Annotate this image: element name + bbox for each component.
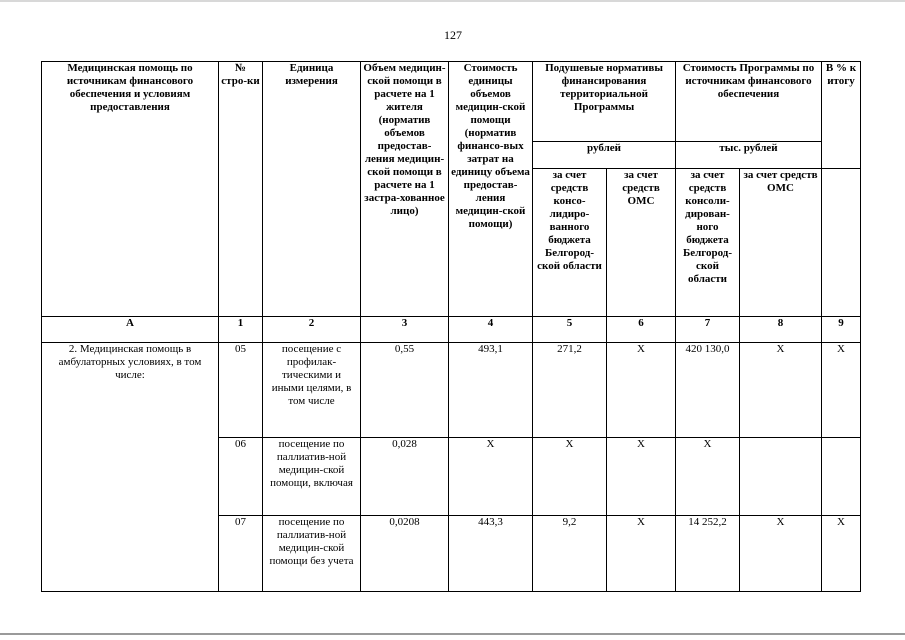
oms-per-capita-cell: Х — [607, 516, 676, 592]
index-cell: 6 — [607, 317, 676, 343]
oms-per-capita-cell: Х — [607, 438, 676, 516]
index-cell: 5 — [533, 317, 607, 343]
index-cell: 1 — [219, 317, 263, 343]
budget-cost-cell: 14 252,2 — [676, 516, 740, 592]
percent-cell: Х — [822, 516, 861, 592]
volume-cell: 0,55 — [361, 343, 449, 438]
group-label: 2. Медицинская помощь в амбулаторных условиях, в том числе: — [42, 343, 219, 592]
header-oms-cost: за счет средств ОМС — [740, 169, 822, 317]
budget-per-capita-cell: 271,2 — [533, 343, 607, 438]
header-oms-per-capita: за счет средств ОМС — [607, 169, 676, 317]
unit-cell: посещение по паллиатив-ной медицин-ской помощи без учета — [263, 516, 361, 592]
oms-cost-cell: Х — [740, 516, 822, 592]
index-cell: 3 — [361, 317, 449, 343]
line-number: 05 — [219, 343, 263, 438]
header-percent-total: В % к итогу — [822, 62, 861, 169]
index-cell: 4 — [449, 317, 533, 343]
oms-cost-cell: Х — [740, 343, 822, 438]
volume-cell: 0,028 — [361, 438, 449, 516]
top-edge-line — [0, 0, 905, 2]
oms-per-capita-cell: Х — [607, 343, 676, 438]
index-cell: 8 — [740, 317, 822, 343]
unit-cost-cell: 493,1 — [449, 343, 533, 438]
budget-per-capita-cell: 9,2 — [533, 516, 607, 592]
unit-cell: посещение с профилак-тическими и иными целями, в том числе — [263, 343, 361, 438]
bottom-edge-line — [0, 633, 905, 635]
line-number: 07 — [219, 516, 263, 592]
header-unit-rub: рублей — [533, 142, 676, 169]
volume-cell: 0,0208 — [361, 516, 449, 592]
header-unit: Единица измерения — [263, 62, 361, 317]
index-cell: 7 — [676, 317, 740, 343]
program-cost-table — [41, 61, 861, 592]
header-line-number: № стро-ки — [219, 62, 263, 317]
unit-cell: посещение по паллиатив-ной медицин-ской помощи, включая — [263, 438, 361, 516]
line-number: 06 — [219, 438, 263, 516]
budget-per-capita-cell: Х — [533, 438, 607, 516]
header-volume: Объем медицин-ской помощи в расчете на 1 жителя (норматив объемов предостав-ления медицин-ской помощи в расчете на 1 застра-хованное лицо) — [361, 62, 449, 317]
table-row — [42, 343, 861, 438]
oms-cost-cell — [740, 438, 822, 516]
header-empty-cell — [822, 169, 861, 317]
header-per-capita-group: Подушевые нормативы финансирования территориальной Программы — [533, 62, 676, 142]
budget-cost-cell: Х — [676, 438, 740, 516]
header-budget-per-capita: за счет средств консо-лидиро-ванного бюджета Белгород-ской области — [533, 169, 607, 317]
percent-cell: Х — [822, 343, 861, 438]
unit-cost-cell: Х — [449, 438, 533, 516]
header-program-cost-group: Стоимость Программы по источникам финансового обеспечения — [676, 62, 822, 142]
header-care-type: Медицинская помощь по источникам финансового обеспечения и условиям предоставления — [42, 62, 219, 317]
budget-cost-cell: 420 130,0 — [676, 343, 740, 438]
unit-cost-cell: 443,3 — [449, 516, 533, 592]
header-budget-cost: за счет средств консоли-дирован-ного бюджета Белгород-ской области — [676, 169, 740, 317]
index-cell: 2 — [263, 317, 361, 343]
index-cell: А — [42, 317, 219, 343]
header-unit-thous-rub: тыс. рублей — [676, 142, 822, 169]
percent-cell — [822, 438, 861, 516]
index-cell: 9 — [822, 317, 861, 343]
page-number: 127 — [444, 28, 462, 42]
column-index-row — [42, 317, 861, 343]
header-unit-cost: Стоимость единицы объемов медицин-ской помощи (норматив финансо-вых затрат на единицу объема предостав-ления медицин-ской помощи) — [449, 62, 533, 317]
